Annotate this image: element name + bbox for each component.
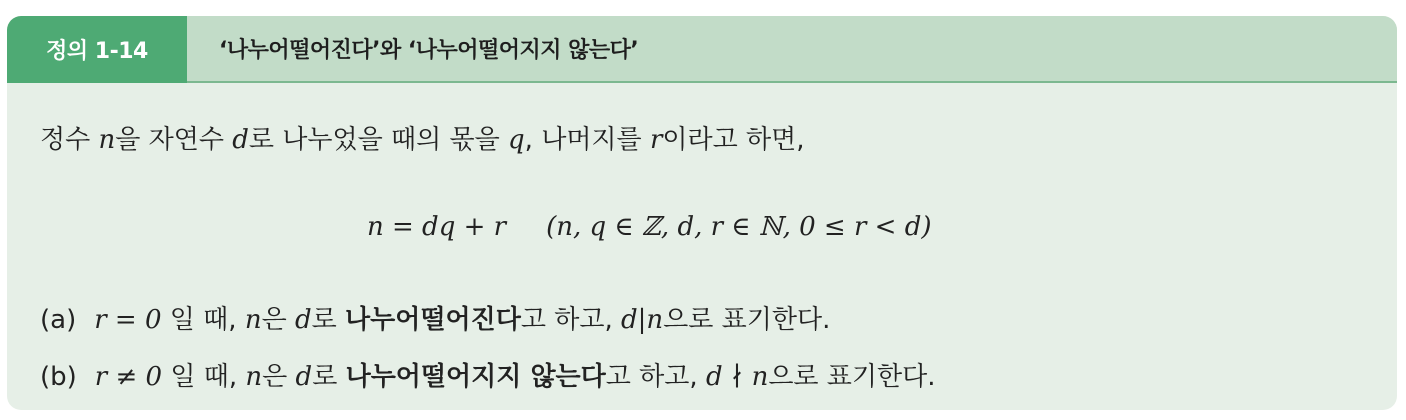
var-d: d [232,125,249,155]
item-a-text-3: 로 [311,305,346,335]
item-b-text-4: 고 하고, [605,362,706,392]
item-a-marker: (a) [40,305,77,335]
formula-main: n = dq + r [367,212,507,242]
item-b [40,356,936,393]
item-b-text-2: 은 [262,362,296,392]
item-b-marker: (b) [40,362,77,392]
item-b-condition: r ≠ 0 [94,362,163,392]
intro-text-2: 을 자연수 [115,125,233,155]
item-a-var-n: n [244,305,262,335]
item-b-term: 나누어떨어지지 않는다 [345,362,606,392]
item-a-text-5: 으로 표기한다. [663,305,831,335]
item-b-var-n: n [245,362,263,392]
definition-tag: 정의 1-14 [7,16,187,83]
intro-sentence [40,119,805,156]
intro-text-3: 로 나누었을 때의 몫을 [248,125,509,155]
item-a-term: 나누어떨어진다 [345,305,521,335]
var-n: n [98,125,116,155]
definition-title: ‘나누어떨어진다’와 ‘나누어떨어지지 않는다’ [219,38,639,63]
item-a-text-4: 고 하고, [520,305,621,335]
item-b-text-3: 로 [312,362,346,392]
item-b-text-5: 으로 표기한다. [768,362,936,392]
item-b-var-d: d [295,362,313,392]
var-r: r [649,125,663,155]
var-q: q [508,125,525,155]
item-b-notation: d ∤ n [705,362,769,392]
division-formula [367,212,932,242]
item-a-condition: r = 0 [94,305,162,335]
intro-text-5: 이라고 하면, [662,125,805,155]
item-a-text-2: 은 [261,305,295,335]
item-b-text-1: 일 때, [162,362,246,392]
formula-condition: (n, q ∈ ℤ, d, r ∈ ℕ, 0 ≤ r < d) [546,212,932,242]
item-a-text-1: 일 때, [161,305,245,335]
definition-header [7,16,1397,83]
item-a-var-d: d [294,305,312,335]
item-a [40,299,830,336]
intro-text-4: , 나머지를 [524,125,650,155]
intro-text-1: 정수 [40,125,99,155]
item-a-notation: d|n [620,305,664,335]
definition-box [7,16,1397,410]
